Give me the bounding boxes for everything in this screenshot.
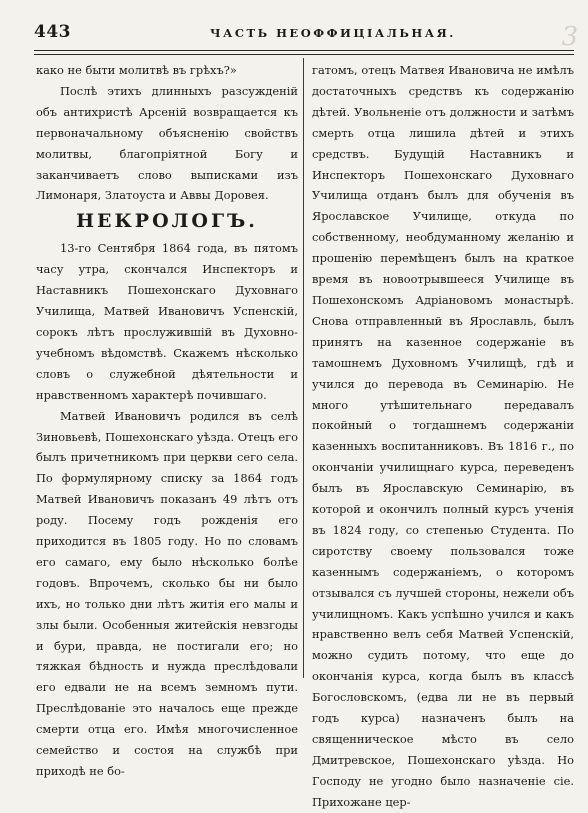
left-paragraph-2: Послѣ этихъ длинныхъ разсужденій объ антихристѣ Арсеній возвращается къ первоначальному объясненію свойствъ молитвы, благопріятной Богу и заканчиваетъ слово выписками изъ Лимонаря, Златоуста и Аввы Доровея. bbox=[36, 83, 298, 203]
margin-bleed-through: 3 bbox=[561, 22, 578, 52]
right-paragraph-1: гатомъ, отецъ Матвея Ивановича не имѣлъ достаточныхъ средствъ къ содержанію дѣтей. Увольненіе отъ должности и затѣмъ смерть отца лишила дѣтей и этихъ средствъ. Будущій Наставникъ и Инспекторъ Пошехонскаго Духовнаго Училища отданъ былъ для обученія въ Ярославское Училище, откуда по собственному, необдуманному желанію и прошенію перемѣщенъ былъ на краткое время въ новоотрывшееся Училище въ Пошехонскомъ Адріановомъ монастырѣ. Снова отправленный въ Ярославль, былъ принятъ на казенное содержаніе въ тамошнемъ Духовномъ Училищѣ, гдѣ и учился до перевода въ Семинарію. Не много утѣшительнаго передавалъ покойный о тогдашнемъ содержаніи казенныхъ воспитанниковъ. Въ 1816 г., по окончаніи училищнаго курса, переведенъ былъ въ Ярославскую Семинарію, въ которой и окончилъ полный курсъ ученія въ 1824 году, со степенью Студента. По сиротству своему пользовался тоже казеннымъ содержаніемъ, о которомъ отзывался съ лучшей стороны, нежели объ училищномъ. Какъ успѣшно учился и какъ нравственно велъ себя Матвей Успенскій, можно судить потому, что еще до окончанія курса, когда былъ въ классѣ Богословскомъ, (едва ли не въ первый годъ курса) назначенъ былъ на священническое мѣсто въ село Дмитревское, Пошехонскаго уѣзда. Но Господу не угодно было назначеніе сіе. Прихожане цер- bbox=[312, 63, 574, 809]
left-paragraph-3: 13-го Сентября 1864 года, въ пятомъ часу утра, скончался Инспекторъ и Наставникъ Пошехонскаго Духовнаго Училища, Матвей Ивановичъ Успенскій, сорокъ лѣтъ прослужившій въ Духовно-учебномъ вѣдомствѣ. Скажемъ нѣсколько словъ о служебной дѣятельности и нравственномъ характерѣ почившаго. bbox=[36, 241, 298, 402]
header-rule-thin bbox=[34, 54, 574, 55]
obituary-heading: НЕКРОЛОГЪ. bbox=[76, 210, 258, 233]
left-column bbox=[36, 60, 298, 782]
left-paragraph-4: Матвей Ивановичъ родился въ селѣ Зиновьевѣ, Пошехонскаго уѣзда. Отецъ его былъ причетникомъ при церкви сего села. По формулярному списку за 1864 годъ Матвей Ивановичъ показанъ 49 лѣтъ отъ роду. Посему годъ рожденія его приходится въ 1805 году. Но по словамъ его самаго, ему было нѣсколько болѣе годовъ. Впрочемъ, сколько бы ни было ихъ, но только дни лѣтъ житія его малы и злы были. Особенныя житейскія невзгоды и бури, правда, не постигали его; но тяжкая бѣдность и нужда преслѣдовали его едвали не на всемъ земномъ пути. Преслѣдованіе это началось еще прежде смерти отца его. Имѣя многочисленное семейство и состоя на службѣ при приходѣ не бо- bbox=[36, 408, 298, 778]
header-rule bbox=[34, 50, 574, 51]
column-divider bbox=[303, 58, 304, 678]
running-head: ЧАСТЬ НЕОФФИЦІАЛЬНАЯ. bbox=[210, 26, 456, 40]
right-column bbox=[312, 60, 574, 813]
page-number: 443 bbox=[34, 22, 71, 42]
left-paragraph-1: како не быти молитвѣ въ грѣхъ?» bbox=[36, 63, 237, 77]
